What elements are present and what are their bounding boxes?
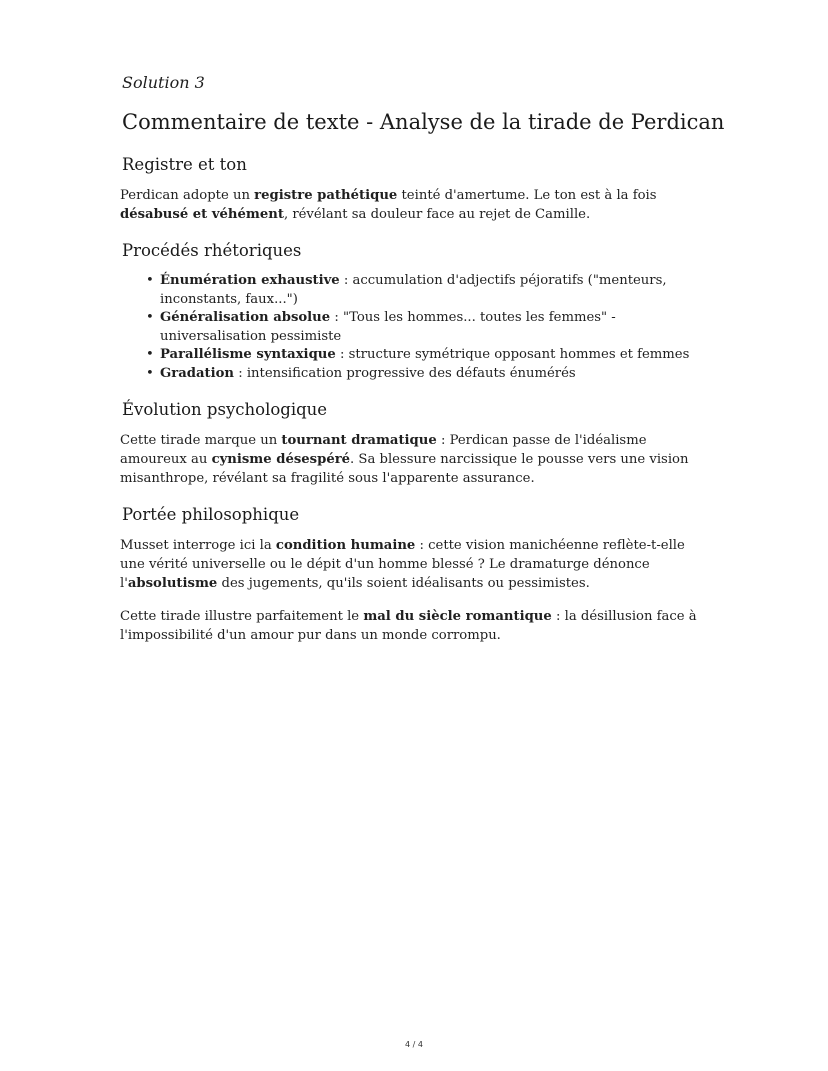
list-item <box>146 365 710 384</box>
paragraph-registre <box>120 186 710 224</box>
section-heading-procedes: Procédés rhétoriques <box>122 241 302 260</box>
text-run: : cette vision manichéenne reflète-t-elle une vérité universelle ou le dépit d'un homme blessé ? Le dramaturge dénonce l' <box>120 538 685 591</box>
text-run: , révélant sa douleur face au rejet de Camille. <box>283 207 591 222</box>
section-heading-evolution: Évolution psychologique <box>122 400 328 419</box>
bold-run: Énumération exhaustive <box>160 273 340 288</box>
text-run: Musset interroge ici la <box>120 538 276 553</box>
bold-run: cynisme désespéré <box>211 452 351 467</box>
text-run: : intensification progressive des défauts énumérés <box>234 365 576 381</box>
bold-run: tournant dramatique <box>281 433 437 448</box>
bullet-icon: • <box>146 365 154 381</box>
procedes-list <box>120 272 710 383</box>
paragraph-portee-2 <box>120 607 710 645</box>
paragraph-portee-1 <box>120 536 710 593</box>
bold-run: désabusé et véhément <box>120 207 284 222</box>
text-run: : la désillusion face à l'impossibilité d'un amour pur dans un monde corrompu. <box>120 609 697 643</box>
text-run: : Perdican passe de l'idéalisme amoureux au <box>120 433 647 467</box>
text-run: . Sa blessure narcissique le pousse vers une vision misanthrope, révélant sa fragilité sous l'apparente assurance. <box>120 452 689 486</box>
list-item <box>146 346 710 365</box>
bullet-icon: • <box>146 273 154 288</box>
paragraph-evolution <box>120 431 710 488</box>
text-run: : structure symétrique opposant hommes et femmes <box>335 347 690 362</box>
text-run: : "Tous les hommes... toutes les femmes" - universalisation pessimiste <box>160 310 616 344</box>
list-item <box>146 309 710 346</box>
section-heading-registre: Registre et ton <box>122 155 247 174</box>
bullet-icon: • <box>146 347 154 362</box>
page-title: Commentaire de texte - Analyse de la tirade de Perdican <box>122 110 725 134</box>
solution-label: Solution 3 <box>122 73 205 92</box>
text-run: Cette tirade illustre parfaitement le <box>120 609 364 624</box>
section-heading-portee: Portée philosophique <box>122 505 300 524</box>
text-run: des jugements, qu'ils soient idéalisants ou pessimistes. <box>217 576 590 591</box>
document-content <box>120 70 725 659</box>
bold-run: Parallélisme syntaxique <box>160 347 336 362</box>
bold-run: absolutisme <box>127 576 218 591</box>
list-item <box>146 272 710 309</box>
bullet-icon: • <box>146 310 154 325</box>
bold-run: Gradation <box>160 365 235 381</box>
bold-run: registre pathétique <box>254 188 398 203</box>
bold-run: condition humaine <box>275 538 416 553</box>
text-run: Cette tirade marque un <box>120 433 282 448</box>
text-run: teinté d'amertume. Le ton est à la fois <box>397 188 657 203</box>
text-run: : accumulation d'adjectifs péjoratifs ("menteurs, inconstants, faux...") <box>160 273 667 307</box>
page-number: 4 / 4 <box>405 1040 423 1049</box>
bold-run: mal du siècle romantique <box>363 609 552 624</box>
bold-run: Généralisation absolue <box>160 310 331 325</box>
text-run: Perdican adopte un <box>120 188 255 203</box>
